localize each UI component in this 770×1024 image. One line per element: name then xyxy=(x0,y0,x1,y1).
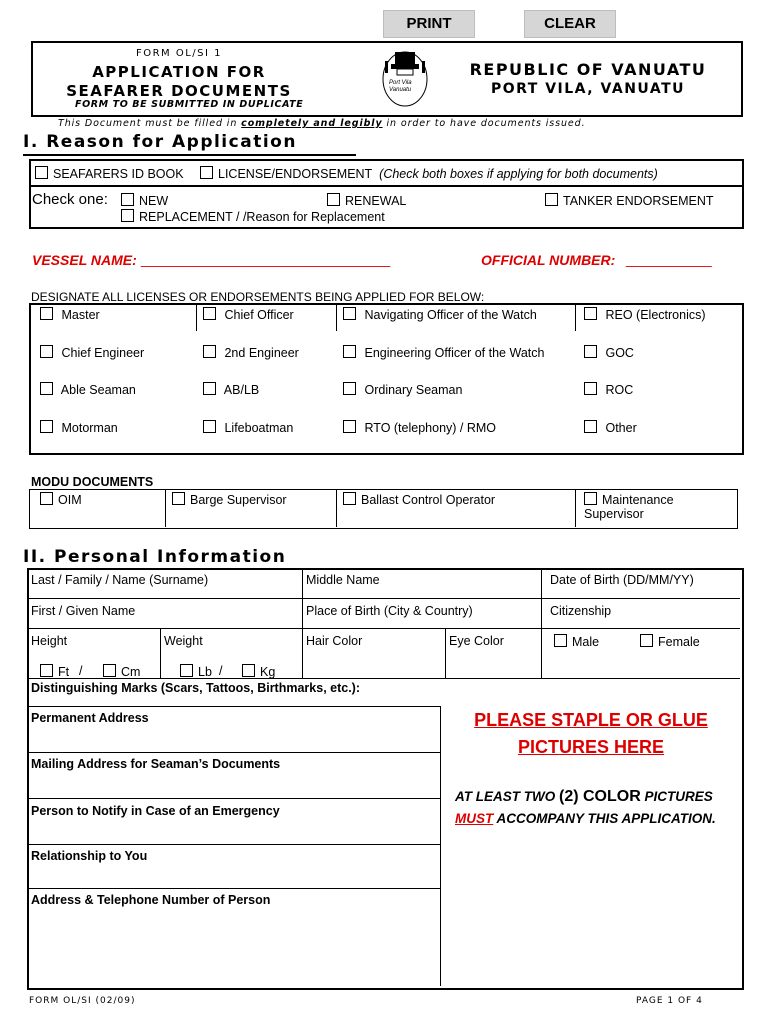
ft-option[interactable] xyxy=(40,664,69,679)
relationship-field[interactable]: Relationship to You xyxy=(31,849,148,863)
checkbox[interactable] xyxy=(343,345,356,358)
checkbox[interactable] xyxy=(172,492,185,505)
checkbox[interactable] xyxy=(327,193,340,206)
row-divider xyxy=(29,706,440,707)
section2-title: II. Personal Information xyxy=(23,547,287,567)
license-label: Other xyxy=(605,421,637,435)
distinguishing-marks-field[interactable]: Distinguishing Marks (Scars, Tattoos, Birthmarks, etc.): xyxy=(31,681,361,695)
license-option[interactable] xyxy=(584,420,637,435)
unit-separator: / xyxy=(79,664,83,678)
license-option[interactable] xyxy=(203,382,259,397)
city-title: PORT VILA, VANUATU xyxy=(490,81,686,97)
photo-requirement-2 xyxy=(455,811,716,826)
hair-color-field[interactable]: Hair Color xyxy=(306,634,363,648)
mailing-address-field[interactable]: Mailing Address for Seaman’s Documents xyxy=(31,757,281,771)
cm-option[interactable] xyxy=(103,664,140,679)
checkbox[interactable] xyxy=(40,382,53,395)
col-divider xyxy=(440,706,441,986)
lb-option[interactable] xyxy=(180,664,212,679)
duplicate-note: FORM TO BE SUBMITTED IN DUPLICATE xyxy=(75,99,304,110)
form-title-line1: APPLICATION FOR xyxy=(92,63,266,81)
col-divider xyxy=(541,570,542,678)
license-option[interactable] xyxy=(343,420,496,435)
modu-maintenance-line2: Supervisor xyxy=(584,507,644,521)
clear-button[interactable]: CLEAR xyxy=(524,10,616,38)
license-label: 2nd Engineer xyxy=(224,346,299,360)
seafarers-id-label: SEAFARERS ID BOOK xyxy=(53,167,184,181)
checkbox[interactable] xyxy=(545,193,558,206)
license-option[interactable] xyxy=(584,307,706,322)
eye-color-field[interactable]: Eye Color xyxy=(449,634,504,648)
checkbox[interactable] xyxy=(584,420,597,433)
unit-separator: / xyxy=(219,664,223,678)
emergency-contact-field[interactable]: Person to Notify in Case of an Emergency xyxy=(31,804,280,818)
license-label: REO (Electronics) xyxy=(605,308,706,322)
row-divider xyxy=(29,798,440,799)
ft-label: Ft xyxy=(58,665,70,679)
photo-instruction-2: PICTURES HERE xyxy=(517,737,665,757)
license-note: (Check both boxes if applying for both documents) xyxy=(379,167,658,181)
checkbox[interactable] xyxy=(584,492,597,505)
checkbox[interactable] xyxy=(121,209,134,222)
col-divider xyxy=(160,628,161,678)
permanent-address-field[interactable]: Permanent Address xyxy=(31,711,149,725)
license-option[interactable] xyxy=(584,382,633,397)
vessel-name-label: VESSEL NAME: xyxy=(32,252,137,268)
checkbox[interactable] xyxy=(203,307,216,320)
modu-divider xyxy=(336,489,337,527)
license-label: Ordinary Seaman xyxy=(364,383,463,397)
checkbox[interactable] xyxy=(554,634,567,647)
license-option[interactable] xyxy=(40,420,118,435)
col-divider xyxy=(302,570,303,678)
license-label: ROC xyxy=(605,383,634,397)
checkbox[interactable] xyxy=(203,382,216,395)
photo-req-b: (2) COLOR xyxy=(559,788,641,805)
female-label: Female xyxy=(658,635,700,649)
checkbox[interactable] xyxy=(343,307,356,320)
license-option[interactable] xyxy=(343,307,537,322)
notice-emphasis: completely and legibly xyxy=(241,118,383,129)
country-title: REPUBLIC OF VANUATU xyxy=(469,60,707,79)
grid-divider xyxy=(196,305,197,331)
contact-address-field[interactable]: Address & Telephone Number of Person xyxy=(31,893,271,907)
photo-req-a: AT LEAST TWO xyxy=(455,789,559,804)
replacement-option[interactable] xyxy=(121,209,385,224)
license-label: Motorman xyxy=(61,421,118,435)
renewal-option[interactable] xyxy=(327,193,406,208)
height-field[interactable]: Height xyxy=(31,634,68,648)
checkbox[interactable] xyxy=(180,664,193,677)
section1-underline xyxy=(23,154,356,156)
cm-label: Cm xyxy=(121,665,141,679)
surname-field[interactable]: Last / Family / Name (Surname) xyxy=(31,573,209,587)
kg-label: Kg xyxy=(260,665,276,679)
checkbox[interactable] xyxy=(242,664,255,677)
notice-pre: This Document must be filled in xyxy=(58,118,242,129)
male-option[interactable] xyxy=(554,634,599,649)
checkbox[interactable] xyxy=(35,166,48,179)
modu-divider xyxy=(165,489,166,527)
tanker-option[interactable] xyxy=(545,193,713,208)
kg-option[interactable] xyxy=(242,664,275,679)
checkbox[interactable] xyxy=(640,634,653,647)
checkbox[interactable] xyxy=(40,307,53,320)
photo-accompany: ACCOMPANY THIS APPLICATION. xyxy=(493,811,716,826)
modu-maintenance[interactable] xyxy=(584,492,674,507)
license-label: Engineering Officer of the Watch xyxy=(364,346,545,360)
license-option[interactable] xyxy=(200,166,658,181)
place-of-birth-field[interactable]: Place of Birth (City & Country) xyxy=(306,604,473,618)
license-option[interactable] xyxy=(203,345,299,360)
vanuatu-seal-icon xyxy=(373,46,437,110)
modu-title: MODU DOCUMENTS xyxy=(31,475,154,489)
checkbox[interactable] xyxy=(40,345,53,358)
footer-form-id: FORM OL/SI (02/09) xyxy=(29,996,136,1006)
grid-divider xyxy=(575,305,576,331)
designate-label: DESIGNATE ALL LICENSES OR ENDORSEMENTS BEING APPLIED FOR BELOW: xyxy=(31,290,485,304)
vessel-name-field[interactable]: ________________________________ xyxy=(141,251,391,267)
checkbox[interactable] xyxy=(121,193,134,206)
official-number-label: OFFICIAL NUMBER: xyxy=(481,252,616,268)
checkbox[interactable] xyxy=(343,492,356,505)
citizenship-field[interactable]: Citizenship xyxy=(550,604,612,618)
license-label: Lifeboatman xyxy=(224,421,294,435)
license-label: Chief Officer xyxy=(224,308,294,322)
row-divider xyxy=(29,844,440,845)
license-option[interactable] xyxy=(40,307,100,322)
modu-label: OIM xyxy=(58,493,82,507)
photo-req-c: PICTURES xyxy=(640,789,713,804)
col-divider xyxy=(445,628,446,678)
modu-barge[interactable] xyxy=(172,492,287,507)
modu-label: Maintenance xyxy=(602,493,674,507)
seal-text-2: Vanuatu xyxy=(389,87,412,93)
fill-notice xyxy=(58,118,586,129)
modu-label: Barge Supervisor xyxy=(190,493,287,507)
row-divider xyxy=(29,752,440,753)
first-name-field[interactable]: First / Given Name xyxy=(31,604,136,618)
seal-text-1: Port Vila xyxy=(389,80,412,86)
checkbox[interactable] xyxy=(203,345,216,358)
grid-divider xyxy=(336,305,337,331)
modu-divider xyxy=(575,489,576,527)
form-title-line2: SEAFARER DOCUMENTS xyxy=(66,82,292,100)
checkbox[interactable] xyxy=(40,492,53,505)
checkbox[interactable] xyxy=(343,420,356,433)
license-label: Able Seaman xyxy=(60,383,136,397)
license-option[interactable] xyxy=(40,382,136,397)
row-divider xyxy=(29,888,440,889)
checkbox[interactable] xyxy=(584,382,597,395)
print-button[interactable]: PRINT xyxy=(383,10,475,38)
new-label: NEW xyxy=(139,194,169,208)
personal-info-box xyxy=(27,568,744,990)
middle-name-field[interactable]: Middle Name xyxy=(306,573,380,587)
license-option[interactable] xyxy=(40,345,144,360)
license-label: Master xyxy=(61,308,100,322)
footer-page-number: PAGE 1 OF 4 xyxy=(636,996,703,1006)
license-label: Navigating Officer of the Watch xyxy=(364,308,537,322)
photo-instruction-1: PLEASE STAPLE OR GLUE xyxy=(474,710,708,730)
checkbox[interactable] xyxy=(40,420,53,433)
weight-field[interactable]: Weight xyxy=(164,634,203,648)
modu-label: Ballast Control Operator xyxy=(361,493,496,507)
checkbox[interactable] xyxy=(40,664,53,677)
license-option[interactable] xyxy=(343,345,544,360)
checkbox[interactable] xyxy=(343,382,356,395)
photo-must: MUST xyxy=(455,811,494,826)
female-option[interactable] xyxy=(640,634,700,649)
license-label: GOC xyxy=(605,346,634,360)
license-option[interactable] xyxy=(584,345,634,360)
section1-title: I. Reason for Application xyxy=(23,132,297,152)
license-option[interactable] xyxy=(203,307,294,322)
license-option[interactable] xyxy=(343,382,462,397)
notice-post: in order to have documents issued. xyxy=(382,118,586,129)
official-number-field[interactable]: ___________ xyxy=(626,251,712,267)
tanker-label: TANKER ENDORSEMENT xyxy=(563,194,714,208)
modu-ballast[interactable] xyxy=(343,492,495,507)
check-one-label: Check one: xyxy=(32,191,108,208)
license-option[interactable] xyxy=(203,420,293,435)
new-option[interactable] xyxy=(121,193,168,208)
license-label: Chief Engineer xyxy=(61,346,145,360)
checkbox[interactable] xyxy=(584,307,597,320)
dob-field[interactable]: Date of Birth (DD/MM/YY) xyxy=(550,573,694,587)
form-number: FORM OL/SI 1 xyxy=(135,48,223,59)
row-divider xyxy=(29,628,740,629)
renewal-label: RENEWAL xyxy=(345,194,407,208)
checkbox[interactable] xyxy=(200,166,213,179)
license-label: AB/LB xyxy=(223,383,260,397)
checkbox[interactable] xyxy=(203,420,216,433)
male-label: Male xyxy=(572,635,600,649)
replacement-label: REPLACEMENT / /Reason for Replacement xyxy=(139,210,385,224)
checkbox[interactable] xyxy=(584,345,597,358)
photo-requirement-1 xyxy=(455,788,713,806)
lb-label: Lb xyxy=(198,665,212,679)
license-label: LICENSE/ENDORSEMENT xyxy=(218,167,373,181)
seafarers-id-option[interactable] xyxy=(35,166,184,181)
checkbox[interactable] xyxy=(103,664,116,677)
license-label: RTO (telephony) / RMO xyxy=(364,421,497,435)
modu-oim[interactable] xyxy=(40,492,82,507)
row-divider xyxy=(29,598,740,599)
